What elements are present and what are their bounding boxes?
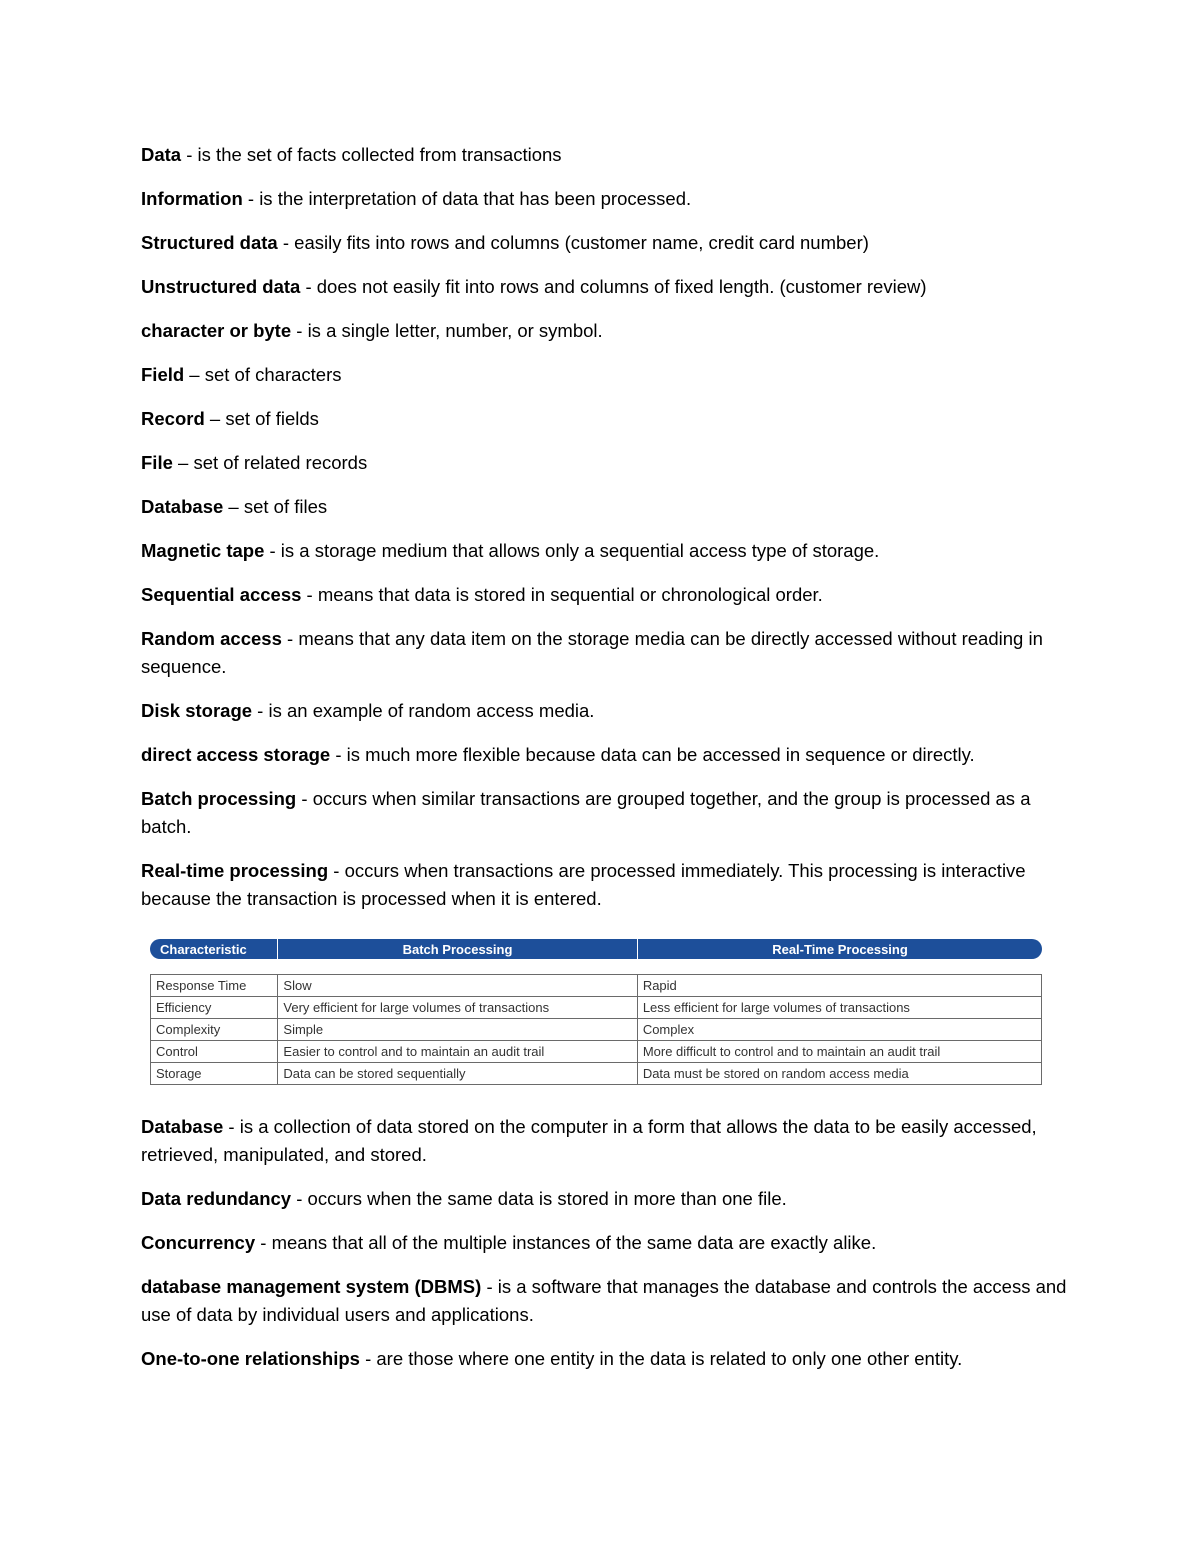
- table-cell: Data must be stored on random access media: [637, 1063, 1041, 1085]
- definition-term: direct access storage: [141, 744, 331, 765]
- definition-random-access: [141, 625, 1071, 681]
- comparison-figure: [150, 939, 1042, 1085]
- definition-term: Information: [141, 188, 243, 209]
- table-cell: Data can be stored sequentially: [278, 1063, 637, 1085]
- definition-information: [141, 185, 1071, 213]
- definition-one-to-one-relationships: [141, 1345, 1071, 1373]
- table-cell: Easier to control and to maintain an audit trail: [278, 1041, 637, 1063]
- definition-magnetic-tape: [141, 537, 1071, 565]
- definition-text: – set of characters: [184, 364, 342, 385]
- definition-database-collection: [141, 1113, 1071, 1169]
- definition-term: Batch processing: [141, 788, 297, 809]
- definition-text: - is the set of facts collected from transactions: [181, 144, 562, 165]
- definition-character-or-byte: [141, 317, 1071, 345]
- definition-text: - means that any data item on the storage media can be directly accessed without reading in sequence.: [141, 628, 1043, 677]
- definition-concurrency: [141, 1229, 1071, 1257]
- definition-term: character or byte: [141, 320, 292, 341]
- definition-term: Real-time processing: [141, 860, 329, 881]
- definition-term: database management system (DBMS): [141, 1276, 482, 1297]
- definition-field: [141, 361, 1071, 389]
- table-row: [151, 1063, 1042, 1085]
- definition-data: [141, 141, 1071, 169]
- definition-text: - means that all of the multiple instances of the same data are exactly alike.: [255, 1232, 877, 1253]
- definition-term: Disk storage: [141, 700, 253, 721]
- table-cell: Complexity: [151, 1019, 278, 1041]
- definition-text: - means that data is stored in sequential or chronological order.: [301, 584, 823, 605]
- table-row: [151, 1041, 1042, 1063]
- table-row: [151, 1019, 1042, 1041]
- table-cell: Less efficient for large volumes of transactions: [637, 997, 1041, 1019]
- definition-text: - is an example of random access media.: [252, 700, 595, 721]
- header-characteristic: Characteristic: [160, 941, 247, 957]
- header-batch-processing: Batch Processing: [277, 939, 637, 959]
- table-cell: Efficiency: [151, 997, 278, 1019]
- definition-structured-data: [141, 229, 1071, 257]
- table-cell: More difficult to control and to maintain an audit trail: [637, 1041, 1041, 1063]
- definition-term: Structured data: [141, 232, 278, 253]
- definition-record: [141, 405, 1071, 433]
- definition-text: - easily fits into rows and columns (customer name, credit card number): [277, 232, 869, 253]
- definition-sequential-access: [141, 581, 1071, 609]
- definition-term: File: [141, 452, 173, 473]
- definition-term: Database: [141, 1116, 224, 1137]
- definition-text: - does not easily fit into rows and columns of fixed length. (customer review): [300, 276, 927, 297]
- table-cell: Simple: [278, 1019, 637, 1041]
- definition-text: - occurs when transactions are processed immediately. This processing is interactive because the transaction is processed when it is entered.: [141, 860, 1026, 909]
- table-cell: Very efficient for large volumes of transactions: [278, 997, 637, 1019]
- definition-term: Data: [141, 144, 182, 165]
- definition-text: - is a storage medium that allows only a sequential access type of storage.: [264, 540, 880, 561]
- table-cell: Storage: [151, 1063, 278, 1085]
- definition-dbms: [141, 1273, 1071, 1329]
- table-cell: Response Time: [151, 975, 278, 997]
- definition-direct-access-storage: [141, 741, 1071, 769]
- definition-term: Field: [141, 364, 185, 385]
- definition-unstructured-data: [141, 273, 1071, 301]
- definition-database-files: [141, 493, 1071, 521]
- definition-term: Sequential access: [141, 584, 302, 605]
- definition-text: - is much more flexible because data can be accessed in sequence or directly.: [330, 744, 975, 765]
- definition-real-time-processing: [141, 857, 1071, 913]
- definition-term: One-to-one relationships: [141, 1348, 360, 1369]
- definition-text: - occurs when the same data is stored in more than one file.: [291, 1188, 787, 1209]
- definition-text: – set of files: [223, 496, 328, 517]
- definition-disk-storage: [141, 697, 1071, 725]
- definition-term: Database: [141, 496, 224, 517]
- table-cell: Rapid: [637, 975, 1041, 997]
- definition-text: - is a collection of data stored on the computer in a form that allows the data to be easily accessed, retrieved, manipulated, and stored.: [141, 1116, 1037, 1165]
- definition-text: - occurs when similar transactions are grouped together, and the group is processed as a batch.: [141, 788, 1031, 837]
- table-cell: Slow: [278, 975, 637, 997]
- definition-text: - are those where one entity in the data is related to only one other entity.: [359, 1348, 963, 1369]
- definition-text: – set of fields: [204, 408, 319, 429]
- definition-file: [141, 449, 1071, 477]
- definition-text: - is a single letter, number, or symbol.: [291, 320, 603, 341]
- definition-term: Random access: [141, 628, 282, 649]
- definition-term: Unstructured data: [141, 276, 301, 297]
- definition-term: Data redundancy: [141, 1188, 292, 1209]
- table-cell: Complex: [637, 1019, 1041, 1041]
- table-row: [151, 975, 1042, 997]
- definition-term: Concurrency: [141, 1232, 256, 1253]
- comparison-header-bar: [150, 939, 1042, 959]
- document-page: [141, 141, 1071, 1389]
- definition-term: Record: [141, 408, 205, 429]
- definition-batch-processing: [141, 785, 1071, 841]
- definition-term: Magnetic tape: [141, 540, 265, 561]
- definition-text: – set of related records: [172, 452, 368, 473]
- table-cell: Control: [151, 1041, 278, 1063]
- table-row: [151, 997, 1042, 1019]
- definition-data-redundancy: [141, 1185, 1071, 1213]
- definition-text: - is a software that manages the database and controls the access and use of data by individual users and applications.: [141, 1276, 1067, 1325]
- comparison-table: [150, 974, 1042, 1085]
- definition-text: - is the interpretation of data that has been processed.: [242, 188, 692, 209]
- header-real-time-processing: Real-Time Processing: [637, 939, 1042, 959]
